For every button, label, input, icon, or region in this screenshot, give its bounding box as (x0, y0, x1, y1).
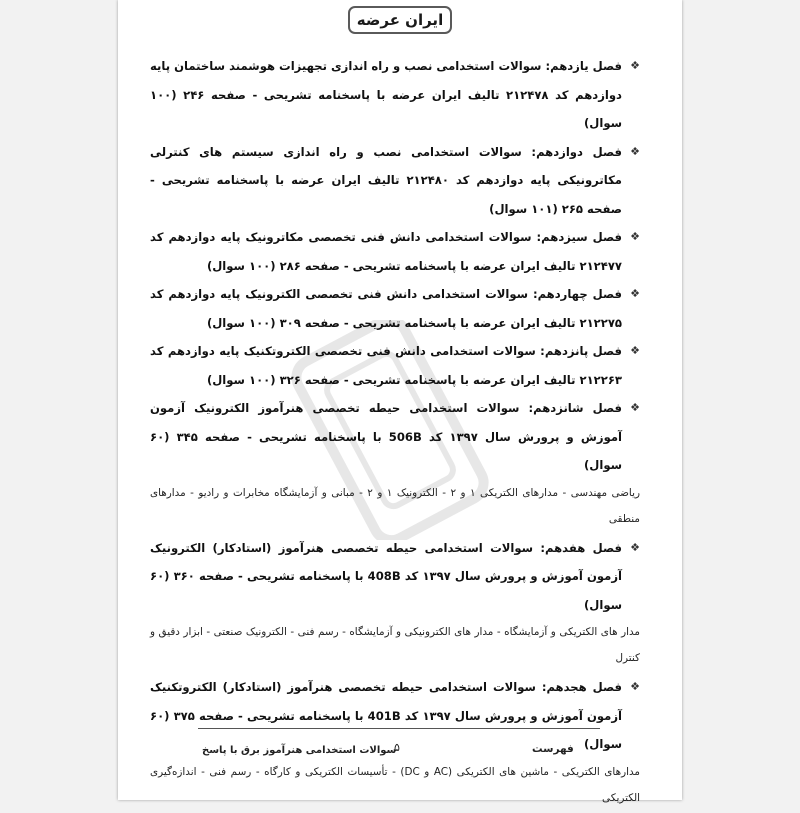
bullet-icon: ❖ (630, 59, 640, 72)
toc-entry-chapter-17 (150, 534, 640, 620)
brand-logo (348, 6, 452, 34)
chapter-title: فصل چهاردهم: سوالات استخدامی دانش فنی تخصصی الکترونیک پایه دوازدهم کد ۲۱۲۲۷۵ تالیف ایران عرضه با پاسخنامه تشریحی - صفحه ۳۰۹ (۱۰۰ سوال) (150, 287, 622, 330)
chapter-title: فصل پانزدهم: سوالات استخدامی دانش فنی تخصصی الکتروتکنیک پایه دوازدهم کد ۲۱۲۲۶۳ تالیف ایران عرضه با پاسخنامه تشریحی - صفحه ۳۲۶ (۱۰۰ سوال) (150, 344, 622, 387)
toc-entry-chapter-16 (150, 394, 640, 480)
toc-entry-chapter-13 (150, 223, 640, 280)
chapter-title: فصل شانزدهم: سوالات استخدامی حیطه تخصصی هنرآموز الکترونیک آزمون آموزش و پرورش سال ۱۳۹۷ کد 506B با پاسخنامه تشریحی - صفحه ۳۴۵ (۶۰ سوال) (150, 401, 622, 472)
bullet-icon: ❖ (630, 287, 640, 300)
chapter-17-subtopics: مدار های الکتریکی و آزمایشگاه - مدار های الکترونیکی و آزمایشگاه - رسم فنی - الکترونیک صنعتی - ابزار دقیق و کنترل (150, 626, 640, 664)
bullet-icon: ❖ (630, 401, 640, 414)
bullet-icon: ❖ (630, 344, 640, 357)
chapter-title: فصل یازدهم: سوالات استخدامی نصب و راه اندازی تجهیزات هوشمند ساختمان پایه دوازدهم کد ۲۱۲۴۷۸ تالیف ایران عرضه با پاسخنامه تشریحی - صفحه ۲۴۶ (۱۰۰ سوال) (150, 59, 622, 130)
chapter-18-subtopics: مدارهای الکتریکی - ماشین های الکتریکی (AC و DC) - تأسیسات الکتریکی و کارگاه - رسم فنی - اندازه‌گیری الکتریکی (150, 765, 640, 804)
bullet-icon: ❖ (630, 680, 640, 693)
chapter-title: فصل دوازدهم: سوالات استخدامی نصب و راه اندازی سیستم های کنترلی مکاترونیکی پایه دوازدهم کد ۲۱۲۴۸۰ تالیف ایران عرضه با پاسخنامه تشریحی - صفحه ۲۶۵ (۱۰۱ سوال) (150, 144, 622, 216)
table-of-contents (150, 52, 640, 813)
chapter-title: فصل هفدهم: سوالات استخدامی حیطه تخصصی هنرآموز (استادکار) الکترونیک آزمون آموزش و پرورش سال ۱۳۹۷ کد 408B با پاسخنامه تشریحی - صفحه ۳۶۰ (۶۰ سوال) (150, 540, 622, 612)
bullet-icon: ❖ (630, 230, 640, 243)
footer-divider (198, 728, 600, 729)
logo-text: ایران عرضه (356, 11, 444, 29)
toc-entry-chapter-14 (150, 280, 640, 337)
chapter-16-subtopics: ریاضی مهندسی - مدارهای الکتریکی ۱ و ۲ - الکترونیک ۱ و ۲ - مبانی و آزمایشگاه مخابرات و رادیو - مدارهای منطقی (150, 486, 641, 525)
toc-entry-chapter-12 (150, 138, 640, 224)
chapter-title: فصل سیزدهم: سوالات استخدامی دانش فنی تخصصی مکاترونیک پایه دوازدهم کد ۲۱۲۴۷۷ تالیف ایران عرضه با پاسخنامه تشریحی - صفحه ۲۸۶ (۱۰۰ سوال) (150, 230, 622, 273)
page-number: ۵ (394, 741, 400, 754)
bullet-icon: ❖ (630, 144, 640, 158)
bullet-icon: ❖ (630, 540, 640, 554)
toc-entry-chapter-11 (150, 52, 640, 138)
toc-entry-chapter-15 (150, 337, 640, 394)
chapter-title: فصل هجدهم: سوالات استخدامی حیطه تخصصی هنرآموز (استادکار) الکتروتکنیک آزمون آموزش و پرورش سال ۱۳۹۷ کد 401B با پاسخنامه تشریحی - صفحه ۳۷۵ (۶۰ سوال) (150, 680, 622, 751)
footer-section-label: فهرست (532, 743, 574, 755)
footer-book-title: سوالات استخدامی هنرآموز برق با پاسخ (202, 745, 397, 756)
